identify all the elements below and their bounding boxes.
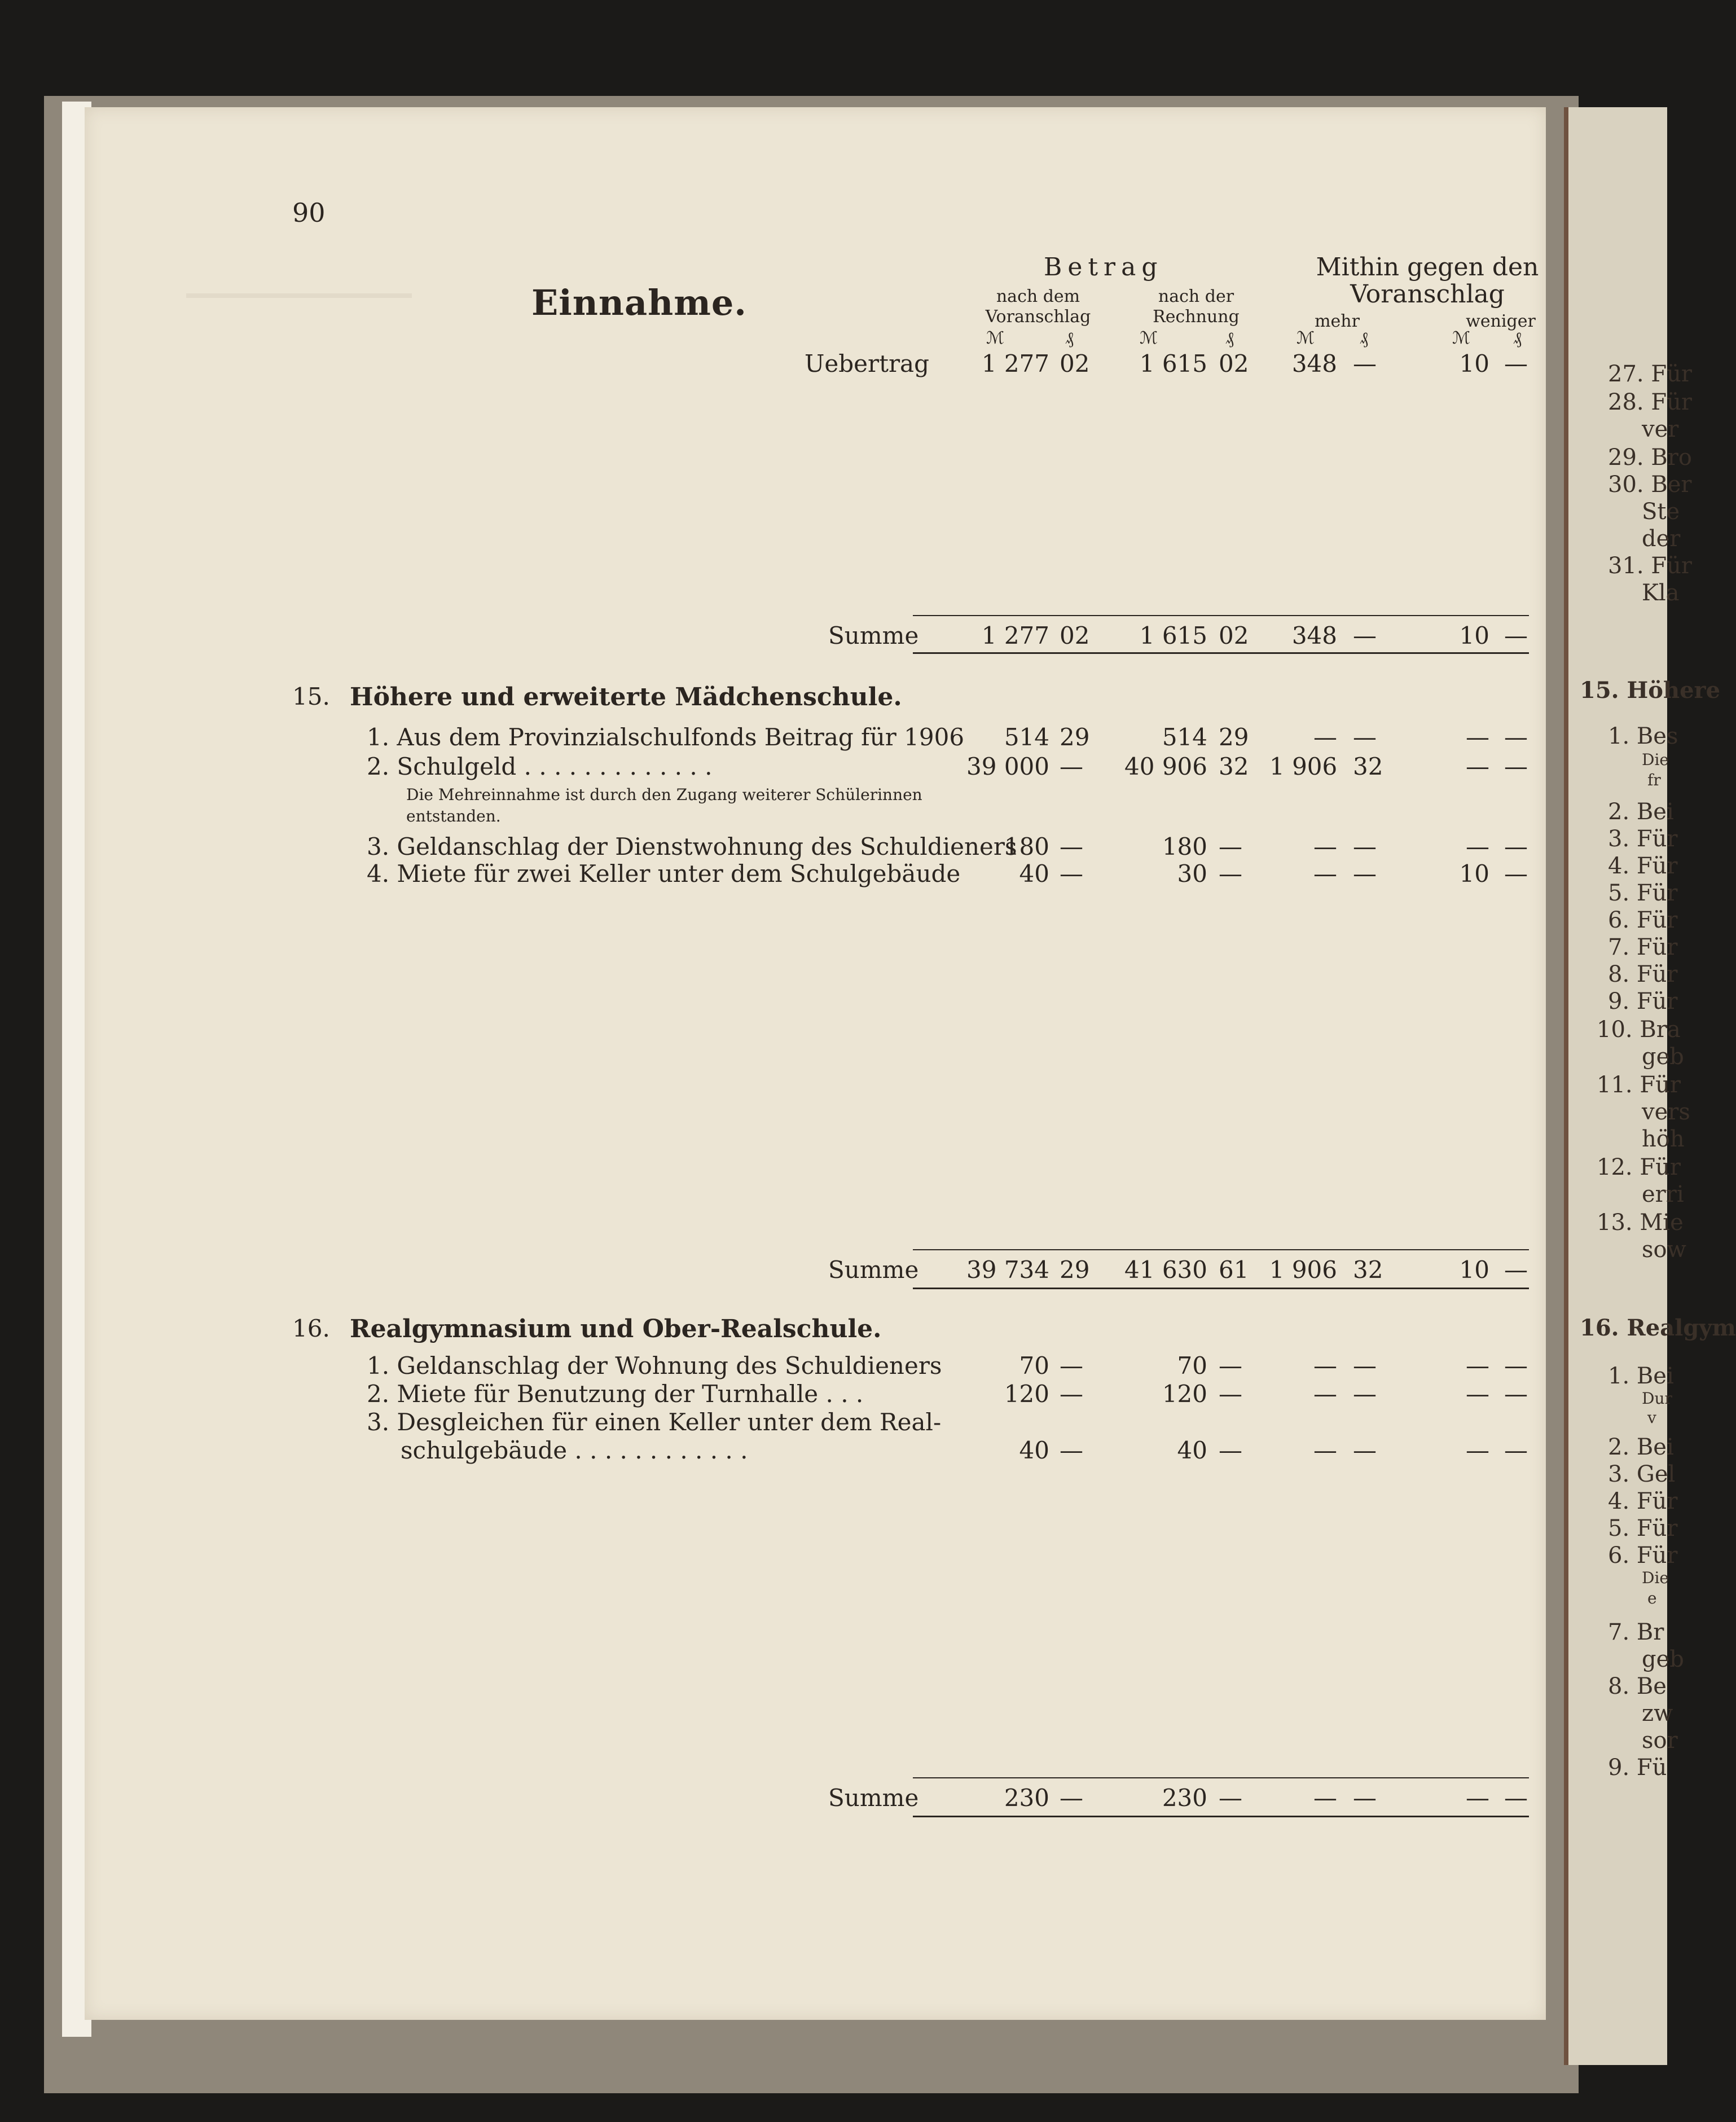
s16-item3-rech-p: — bbox=[1219, 1436, 1242, 1464]
rp-line: 4. Für bbox=[1608, 1488, 1678, 1514]
header-mithin-line2: Voranschlag bbox=[1350, 280, 1505, 309]
s15-item3-mehr-m: — bbox=[1313, 833, 1337, 860]
summe2-weniger-p: — bbox=[1504, 1256, 1528, 1284]
s16-item1-vor-m: 70 bbox=[1019, 1352, 1049, 1379]
uebertrag-label: Uebertrag bbox=[805, 350, 929, 377]
summe2-vor-m: 39 734 bbox=[966, 1256, 1049, 1284]
header-voranschlag-line2: Voranschlag bbox=[985, 307, 1091, 327]
facing-page-fragment bbox=[1564, 107, 1736, 2065]
rp-line: der bbox=[1642, 526, 1681, 552]
uebertrag-vor-p: 02 bbox=[1060, 350, 1090, 377]
s15-item3-vor-m: 180 bbox=[1004, 833, 1049, 860]
s15-item2-rech-p: 32 bbox=[1219, 753, 1249, 780]
header-weniger: weniger bbox=[1466, 311, 1536, 331]
rule-top-summe2 bbox=[913, 1249, 1529, 1250]
s16-item3-vor-m: 40 bbox=[1019, 1436, 1049, 1464]
s16-item2-weniger-m: — bbox=[1466, 1380, 1489, 1408]
rp-line: 8. Für bbox=[1608, 961, 1678, 987]
s15-item3-vor-p: — bbox=[1060, 833, 1083, 860]
rp-line: zw bbox=[1642, 1701, 1673, 1726]
header-rechnung-line1: nach der bbox=[1158, 287, 1234, 306]
rp-line: 12. Für bbox=[1597, 1154, 1681, 1180]
s15-item2-label: 2. Schulgeld . . . . . . . . . . . . . bbox=[367, 753, 713, 780]
header-rechnung-line2: Rechnung bbox=[1153, 307, 1240, 327]
s15-item4-rech-m: 30 bbox=[1177, 860, 1207, 888]
s15-item1-vor-p: 29 bbox=[1060, 723, 1090, 751]
s15-item3-weniger-m: — bbox=[1466, 833, 1489, 860]
s15-note-line2: entstanden. bbox=[406, 807, 501, 825]
rp-line: Ste bbox=[1642, 499, 1680, 525]
rule-bottom-summe3 bbox=[913, 1816, 1529, 1817]
summe1-weniger-m: 10 bbox=[1459, 622, 1489, 649]
rp-line: vers bbox=[1642, 1099, 1690, 1125]
rp-line: Dur bbox=[1642, 1389, 1672, 1408]
s16-item3-weniger-p: — bbox=[1504, 1436, 1528, 1464]
s15-item1-vor-m: 514 bbox=[1004, 723, 1049, 751]
s15-item2-weniger-p: — bbox=[1504, 753, 1528, 780]
rp-line: 15. Höhere bbox=[1580, 677, 1721, 704]
header-mithin-line1: Mithin gegen den bbox=[1316, 253, 1539, 282]
s16-item2-rech-p: — bbox=[1219, 1380, 1242, 1408]
s15-item4-vor-p: — bbox=[1060, 860, 1083, 888]
rule-bottom-summe1 bbox=[913, 652, 1529, 654]
rp-line: 7. Für bbox=[1608, 934, 1678, 960]
rp-line: Die bbox=[1642, 1569, 1669, 1587]
s16-item2-mehr-p: — bbox=[1353, 1380, 1377, 1408]
summe3-mehr-p: — bbox=[1353, 1784, 1377, 1812]
s15-item1-rech-p: 29 bbox=[1219, 723, 1249, 751]
s15-item2-vor-p: — bbox=[1060, 753, 1083, 780]
s15-item4-label: 4. Miete für zwei Keller unter dem Schulgebäude bbox=[367, 860, 961, 888]
s15-note-line1: Die Mehreinnahme ist durch den Zugang weiterer Schülerinnen bbox=[406, 785, 922, 804]
section15-heading: Höhere und erweiterte Mädchenschule. bbox=[350, 683, 902, 711]
summe2-mehr-p: 32 bbox=[1353, 1256, 1383, 1284]
rp-line: 9. Fü bbox=[1608, 1755, 1667, 1781]
summe2-label: Summe bbox=[828, 1256, 919, 1284]
page-number: 90 bbox=[292, 197, 326, 228]
s16-item3-label: 3. Desgleichen für einen Keller unter dem Real- bbox=[367, 1408, 942, 1436]
summe2-vor-p: 29 bbox=[1060, 1256, 1090, 1284]
rp-line: ver bbox=[1642, 416, 1679, 442]
rp-line: 31. Für bbox=[1608, 553, 1692, 579]
s15-item4-mehr-m: — bbox=[1313, 860, 1337, 888]
s16-item2-mehr-m: — bbox=[1313, 1380, 1337, 1408]
unit-mark-vor: ℳ bbox=[986, 328, 1005, 348]
s16-item1-weniger-m: — bbox=[1466, 1352, 1489, 1379]
s15-item4-weniger-p: — bbox=[1504, 860, 1528, 888]
header-betrag: Betrag bbox=[1044, 253, 1163, 282]
s16-item1-weniger-p: — bbox=[1504, 1352, 1528, 1379]
summe1-label: Summe bbox=[828, 622, 919, 649]
rp-line: 8. Be bbox=[1608, 1673, 1667, 1699]
unit-mark-mehr: ℳ bbox=[1296, 328, 1315, 348]
s15-item4-mehr-p: — bbox=[1353, 860, 1377, 888]
summe3-vor-p: — bbox=[1060, 1784, 1083, 1812]
summe1-rech-m: 1 615 bbox=[1139, 622, 1207, 649]
summe1-weniger-p: — bbox=[1504, 622, 1528, 649]
rp-line: 4. Für bbox=[1608, 853, 1678, 879]
summe3-weniger-m: — bbox=[1466, 1784, 1489, 1812]
rp-line: 3. Für bbox=[1608, 826, 1678, 852]
s15-item4-rech-p: — bbox=[1219, 860, 1242, 888]
s15-item1-mehr-m: — bbox=[1313, 723, 1337, 751]
s16-item3-mehr-m: — bbox=[1313, 1436, 1337, 1464]
rp-line: 5. Für bbox=[1608, 880, 1678, 906]
rp-line: fr bbox=[1647, 771, 1661, 789]
unit-pf-weniger: ₰ bbox=[1513, 328, 1522, 348]
s16-item2-label: 2. Miete für Benutzung der Turnhalle . . . bbox=[367, 1380, 864, 1408]
bleed-through-mark bbox=[186, 293, 412, 298]
summe1-mehr-m: 348 bbox=[1291, 622, 1337, 649]
rp-line: Kla bbox=[1642, 580, 1680, 606]
s15-item1-mehr-p: — bbox=[1353, 723, 1377, 751]
rp-line: 10. Bra bbox=[1597, 1017, 1681, 1043]
s15-item3-rech-m: 180 bbox=[1162, 833, 1207, 860]
s15-item3-label: 3. Geldanschlag der Dienstwohnung des Schuldieners bbox=[367, 833, 1017, 860]
unit-pf-rech: ₰ bbox=[1225, 328, 1234, 348]
summe3-rech-m: 230 bbox=[1162, 1784, 1207, 1812]
unit-pf-vor: ₰ bbox=[1065, 328, 1074, 348]
uebertrag-rech-m: 1 615 bbox=[1139, 350, 1207, 377]
summe1-rech-p: 02 bbox=[1219, 622, 1249, 649]
rp-line: 1. Bes bbox=[1608, 723, 1678, 749]
s15-item1-rech-m: 514 bbox=[1162, 723, 1207, 751]
summe3-label: Summe bbox=[828, 1784, 919, 1812]
rp-line: geb bbox=[1642, 1646, 1684, 1672]
s15-item2-mehr-m: 1 906 bbox=[1269, 753, 1338, 780]
header-voranschlag-line1: nach dem bbox=[996, 287, 1080, 306]
rp-line: 13. Mie bbox=[1597, 1210, 1684, 1236]
document-page bbox=[85, 107, 1546, 2020]
rp-line: e bbox=[1647, 1589, 1657, 1607]
summe3-weniger-p: — bbox=[1504, 1784, 1528, 1812]
summe3-mehr-m: — bbox=[1313, 1784, 1337, 1812]
s15-item4-vor-m: 40 bbox=[1019, 860, 1049, 888]
summe2-mehr-m: 1 906 bbox=[1269, 1256, 1337, 1284]
rule-top-summe1 bbox=[913, 615, 1529, 616]
rp-line: Die bbox=[1642, 750, 1669, 769]
s15-item1-label: 1. Aus dem Provinzialschulfonds Beitrag für 1906 bbox=[367, 723, 965, 751]
rp-line: 2. Bei bbox=[1608, 799, 1674, 825]
unit-pf-mehr: ₰ bbox=[1360, 328, 1368, 348]
s15-item2-mehr-p: 32 bbox=[1353, 753, 1383, 780]
rp-line: 5. Für bbox=[1608, 1515, 1678, 1541]
s15-item2-weniger-m: — bbox=[1466, 753, 1489, 780]
header-mehr: mehr bbox=[1315, 311, 1360, 331]
rp-line: sow bbox=[1642, 1237, 1686, 1263]
summe3-vor-m: 230 bbox=[1004, 1784, 1049, 1812]
s15-item4-weniger-m: 10 bbox=[1459, 860, 1489, 888]
rule-top-summe3 bbox=[913, 1777, 1529, 1778]
page-title: Einnahme. bbox=[531, 282, 747, 323]
rp-line: 6. Für bbox=[1608, 907, 1678, 933]
s15-item3-weniger-p: — bbox=[1504, 833, 1528, 860]
rp-line: erri bbox=[1642, 1181, 1684, 1207]
s16-item3-continuation-label: schulgebäude . . . . . . . . . . . . bbox=[401, 1436, 748, 1464]
uebertrag-rech-p: 02 bbox=[1219, 350, 1249, 377]
summe2-rech-m: 41 630 bbox=[1124, 1256, 1207, 1284]
rp-line: geb bbox=[1642, 1044, 1684, 1070]
s16-item3-weniger-m: — bbox=[1466, 1436, 1489, 1464]
summe3-rech-p: — bbox=[1219, 1784, 1242, 1812]
summe1-mehr-p: — bbox=[1353, 622, 1377, 649]
rp-line: 3. Gel bbox=[1608, 1461, 1676, 1487]
rp-line: v bbox=[1647, 1408, 1656, 1427]
s15-item1-weniger-p: — bbox=[1504, 723, 1528, 751]
summe2-rech-p: 61 bbox=[1219, 1256, 1249, 1284]
uebertrag-mehr-m: 348 bbox=[1291, 350, 1337, 377]
s16-item2-rech-m: 120 bbox=[1162, 1380, 1207, 1408]
s16-item3-rech-m: 40 bbox=[1177, 1436, 1207, 1464]
s16-item1-mehr-m: — bbox=[1313, 1352, 1337, 1379]
section16-number: 16. bbox=[292, 1315, 330, 1342]
s16-item3-vor-p: — bbox=[1060, 1436, 1083, 1464]
rp-line: 27. Für bbox=[1608, 361, 1692, 387]
uebertrag-vor-m: 1 277 bbox=[981, 350, 1049, 377]
uebertrag-weniger-p: — bbox=[1504, 350, 1528, 377]
section16-heading: Realgymnasium und Ober-Realschule. bbox=[350, 1315, 882, 1343]
rp-line: 7. Br bbox=[1608, 1619, 1664, 1645]
s16-item2-vor-m: 120 bbox=[1004, 1380, 1049, 1408]
rp-line: 16. Realgym bbox=[1580, 1315, 1736, 1341]
rule-bottom-summe2 bbox=[913, 1288, 1529, 1289]
rp-line: höh bbox=[1642, 1126, 1685, 1152]
summe2-weniger-m: 10 bbox=[1459, 1256, 1489, 1284]
rp-line: sor bbox=[1642, 1728, 1678, 1754]
s15-item3-mehr-p: — bbox=[1353, 833, 1377, 860]
rp-line: 1. Bei bbox=[1608, 1363, 1674, 1389]
rp-line: 9. Für bbox=[1608, 988, 1678, 1014]
rp-line: 28. Für bbox=[1608, 389, 1692, 415]
rp-line: 2. Bei bbox=[1608, 1434, 1674, 1460]
s16-item1-vor-p: — bbox=[1060, 1352, 1083, 1379]
unit-mark-rech: ℳ bbox=[1140, 328, 1158, 348]
s15-item3-rech-p: — bbox=[1219, 833, 1242, 860]
rp-line: 30. Ber bbox=[1608, 472, 1692, 498]
s16-item1-rech-m: 70 bbox=[1177, 1352, 1207, 1379]
s16-item1-rech-p: — bbox=[1219, 1352, 1242, 1379]
uebertrag-mehr-p: — bbox=[1353, 350, 1377, 377]
summe1-vor-m: 1 277 bbox=[981, 622, 1049, 649]
rp-line: 11. Für bbox=[1597, 1072, 1681, 1098]
section15-number: 15. bbox=[292, 683, 330, 710]
s16-item3-mehr-p: — bbox=[1353, 1436, 1377, 1464]
s15-item1-weniger-m: — bbox=[1466, 723, 1489, 751]
s16-item2-vor-p: — bbox=[1060, 1380, 1083, 1408]
summe1-vor-p: 02 bbox=[1060, 622, 1090, 649]
s15-item2-vor-m: 39 000 bbox=[966, 753, 1049, 780]
s16-item1-mehr-p: — bbox=[1353, 1352, 1377, 1379]
s16-item2-weniger-p: — bbox=[1504, 1380, 1528, 1408]
s16-item1-label: 1. Geldanschlag der Wohnung des Schuldieners bbox=[367, 1352, 942, 1379]
rp-line: 6. Für bbox=[1608, 1543, 1678, 1569]
s15-item2-rech-m: 40 906 bbox=[1124, 753, 1207, 780]
unit-mark-weniger: ℳ bbox=[1452, 328, 1471, 348]
uebertrag-weniger-m: 10 bbox=[1459, 350, 1489, 377]
rp-line: 29. Bro bbox=[1608, 445, 1692, 471]
